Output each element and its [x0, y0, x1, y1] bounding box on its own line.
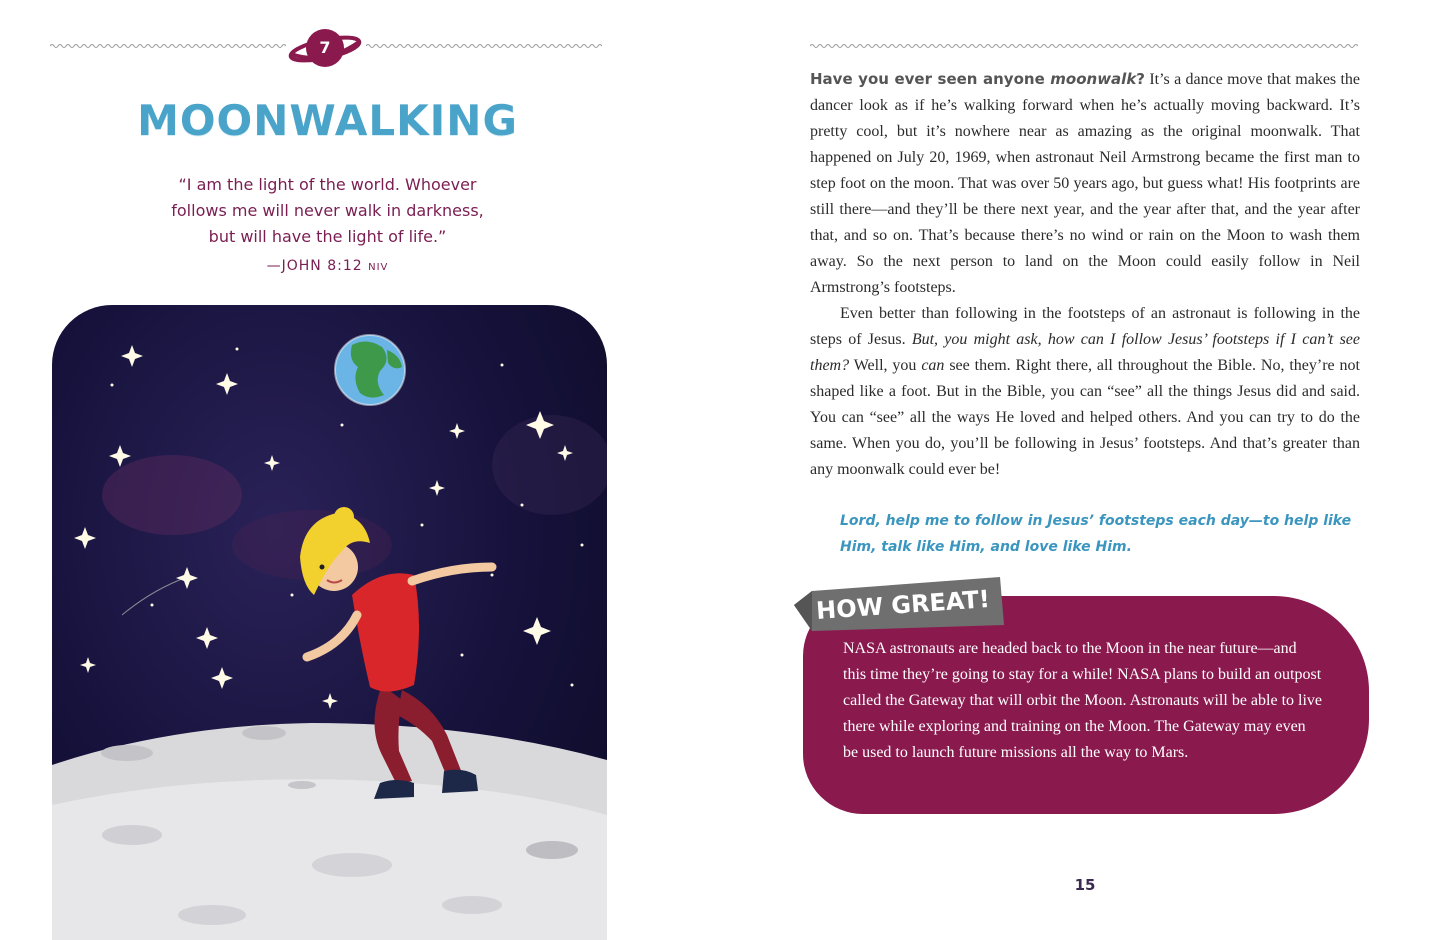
- bible-version: NIV: [368, 262, 389, 273]
- moonwalk-illustration: [52, 305, 607, 940]
- p2-text-e: see them. Right there, all throughout the Bible. No, they’re not shaped like a foot. But in the Bible, you can “see” all the things Jesus did and said. You can “see” all the ways He loved and helped others. And you can try to do the same. When you do, you’ll be following in Jesus’ footsteps. And that’s greater than any moonwalk could ever be!: [810, 357, 1360, 478]
- moon-surface: [52, 723, 607, 940]
- right-wavy-divider: [810, 42, 1358, 50]
- page-title: MOONWALKING: [137, 96, 518, 145]
- verse-line: “I am the light of the world. Whoever: [178, 175, 477, 194]
- fact-banner-label: HOW GREAT!: [815, 584, 991, 626]
- page-number: 15: [1074, 876, 1096, 894]
- chapter-number: 7: [319, 37, 331, 57]
- p2-italic-question: But, you might ask, how can I follow Jesus’ footsteps if I can’t see them?: [810, 331, 1360, 374]
- lead-italic: moonwalk: [1050, 70, 1137, 88]
- paragraph-1-text: It’s a dance move that makes the dancer look as if he’s walking forward when he’s actually moving backward. It’s pretty cool, but it’s nowhere near as amazing as the original moonwalk. That happened on July 20, 1969, when astronaut Neil Armstrong became the first man to step foot on the moon. That was over 50 years ago, but guess what! His footprints are still there—and they’ll be there next year, and the year after that, and the year after that, and so on. That’s because there’s no wind or rain on the Moon to wash them away. So the next person to land on the Moon could easily follow in Neil Armstrong’s footsteps.: [810, 71, 1360, 296]
- left-wavy-divider-right: [366, 42, 602, 50]
- devotional-body: [810, 66, 1360, 483]
- prayer-text: Lord, help me to follow in Jesus’ footsteps each day—to help like Him, talk like Him, and love like Him.: [840, 513, 1352, 555]
- paragraph-1: [810, 66, 1360, 301]
- p2-italic-can: can: [921, 357, 945, 374]
- left-wavy-divider-left: [50, 42, 286, 50]
- reference-text: —JOHN 8:12: [266, 258, 363, 274]
- paragraph-2: [810, 301, 1360, 483]
- p2-text-c: Well, you: [849, 357, 922, 374]
- lead-prefix: Have you ever seen anyone: [810, 70, 1051, 88]
- lead-suffix: ?: [1136, 70, 1145, 88]
- fact-text: NASA astronauts are headed back to the Moon in the near future—and this time they’re going to stay for a while! NASA plans to build an outpost called the Gateway that will orbit the Moon. Astronauts will be able to live there while exploring and training on the Moon. The Gateway may even be used to launch future missions all the way to Mars.: [843, 640, 1322, 761]
- p2-text-a: Even better than following in the footsteps of an astronaut is following in the steps of Jesus.: [810, 305, 1360, 348]
- scripture-reference: [0, 258, 655, 274]
- earth-icon: [335, 335, 405, 405]
- lead-question: [810, 70, 1145, 88]
- verse-line: but will have the light of life.”: [208, 227, 447, 246]
- scripture-quote: [120, 172, 535, 250]
- verse-line: follows me will never walk in darkness,: [171, 201, 484, 220]
- chapter-planet-badge: [288, 26, 362, 70]
